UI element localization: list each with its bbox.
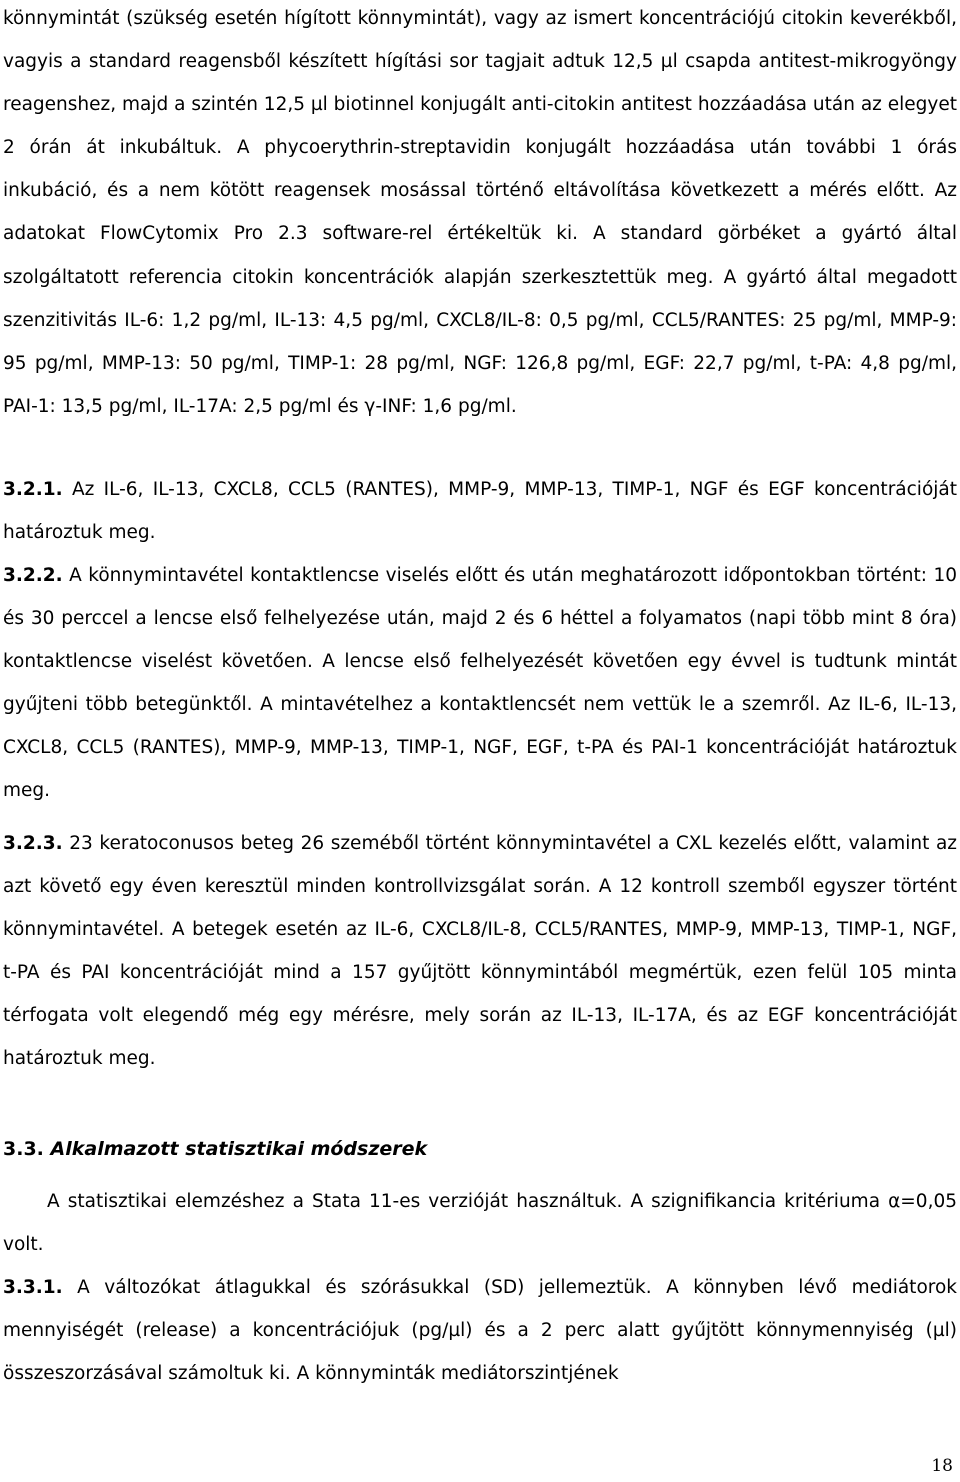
paragraph-3-2-1 [3,468,957,554]
section-title-3-3: Alkalmazott statisztikai módszerek [50,1138,428,1160]
paragraph-3-2-2-text: A könnymintavétel kontaktlencse viselés előtt és után meghatározott időpontokban történt: 10 és 30 perccel a lencse első felhelyezése után, majd 2 és 6 héttel a folyamatos (napi több mint 8 óra) kontaktlencse viselést követően. A lencse első felhelyezését követően egy évvel is tudtunk mintát gyűjteni több betegünktől. A mintavételhez a kontaktlencsét nem vettük le a szemről. Az IL-6, IL-13, CXCL8, CCL5 (RANTES), MMP-9, MMP-13, TIMP-1, NGF, EGF, t-PA és PAI-1 koncentrációját határoztuk meg. [3,565,957,802]
section-heading-3-3 [3,1128,427,1171]
section-number-3-2-2: 3.2.2. [3,565,63,586]
paragraph-3-2-3-text: 23 keratoconusos beteg 26 szeméből történt könnymintavétel a CXL kezelés előtt, valamint az azt követő egy éven keresztül minden kontrollvizsgálat során. A 12 kontroll szemből egyszer történt könnymintavétel. A betegek esetén az IL-6, CXCL8/IL-8, CCL5/RANTES, MMP-9, MMP-13, TIMP-1, NGF, t-PA és PAI koncentrációját mind a 157 gyűjtött könnymintából megmértük, ezen felül 105 minta térfogata volt elegendő még egy mérésre, mely során az IL-13, IL-17A, és az EGF koncentrációját határoztuk meg. [3,833,957,1070]
paragraph-3-3-1-text: A változókat átlagukkal és szórásukkal (SD) jellemeztük. A könnyben lévő mediátorok mennyiségét (release) a koncentrációjuk (pg/µl) és a 2 perc alatt gyűjtött könnymennyiség (µl) összeszorzásával számoltuk ki. A könnyminták mediátorszintjének [3,1277,957,1385]
page-number: 18 [931,1456,953,1476]
section-number-3-2-1: 3.2.1. [3,479,63,500]
paragraph-3-2-2 [3,554,957,813]
paragraph-intro-text: könnymintát (szükség esetén hígított könnymintát), vagy az ismert koncentrációjú citokin keverékből, vagyis a standard reagensből készített hígítási sor tagjait adtuk 12,5 µl csapda antitest-mikrogyöngy reagenshez, majd a szintén 12,5 µl biotinnel konjugált anti-citokin antitest hozzáadása után az elegyet 2 órán át inkubáltuk. A phycoerythrin-streptavidin konjugált hozzáadása után további 1 órás inkubáció, és a nem kötött reagensek mosással történő eltávolítása következett a mérés előtt. Az adatokat FlowCytomix Pro 2.3 software-rel értékeltük ki. A standard görbéket a gyártó által szolgáltatott referencia citokin koncentrációk alapján szerkesztettük meg. A gyártó által megadott szenzitivitás IL-6: 1,2 pg/ml, IL-13: 4,5 pg/ml, CXCL8/IL-8: 0,5 pg/ml, CCL5/RANTES: 25 pg/ml, MMP-9: 95 pg/ml, MMP-13: 50 pg/ml, TIMP-1: 28 pg/ml, NGF: 126,8 pg/ml, EGF: 22,7 pg/ml, t-PA: 4,8 pg/ml, PAI-1: 13,5 pg/ml, IL-17A: 2,5 pg/ml és γ-INF: 1,6 pg/ml. [3,8,957,417]
paragraph-3-3-1 [3,1266,957,1395]
paragraph-3-2-3 [3,822,957,1081]
section-number-3-3: 3.3. [3,1138,44,1160]
paragraph-statistics [3,1180,957,1266]
section-number-3-2-3: 3.2.3. [3,833,63,854]
paragraph-statistics-text: A statisztikai elemzéshez a Stata 11-es verzióját használtuk. A szignifikancia kritériuma α=0,05 volt. [3,1191,957,1256]
section-number-3-3-1: 3.3.1. [3,1277,63,1298]
paragraph-intro [3,0,957,428]
paragraph-3-2-1-text: Az IL-6, IL-13, CXCL8, CCL5 (RANTES), MMP-9, MMP-13, TIMP-1, NGF és EGF koncentrációját határoztuk meg. [3,479,957,544]
